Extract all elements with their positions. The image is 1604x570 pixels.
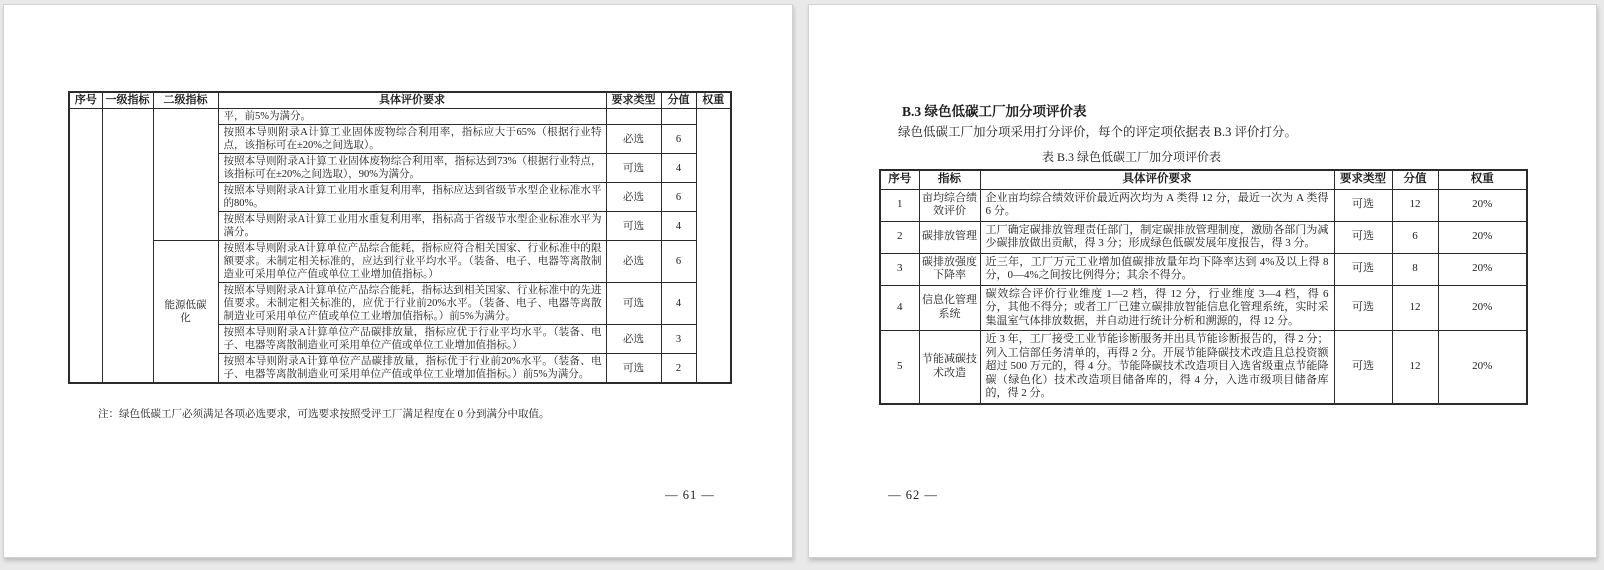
cell-type: 可选 [606, 212, 661, 241]
cell-weight: 20% [1438, 221, 1527, 253]
table-row [880, 253, 1527, 285]
cell-lvl2-empty [153, 109, 218, 241]
bonus-items-table [879, 169, 1528, 405]
cell-score: 4 [661, 283, 696, 325]
cell-type: 必选 [606, 325, 661, 354]
table-header-row [880, 170, 1527, 189]
cell-requirement: 按照本导则附录A计算工业固体废物综合利用率，指标应大于65%（根据行业特点，该指标可在±20%之间选取）。 [218, 125, 606, 154]
cell-score: 2 [661, 354, 696, 384]
cell-score: 8 [1392, 253, 1438, 285]
col-header-lvl2: 二级指标 [153, 92, 218, 109]
cell-score: 12 [1392, 189, 1438, 221]
cell-type: 必选 [606, 183, 661, 212]
table-row [880, 221, 1527, 253]
cell-type: 可选 [606, 283, 661, 325]
cell-weight: 20% [1438, 189, 1527, 221]
col-header-no: 序号 [880, 170, 919, 189]
cell-score [661, 109, 696, 125]
cell-score: 4 [661, 154, 696, 183]
col-header-type: 要求类型 [606, 92, 661, 109]
col-header-lvl1: 一级指标 [102, 92, 153, 109]
cell-score: 4 [661, 212, 696, 241]
col-header-req: 具体评价要求 [980, 170, 1334, 189]
cell-indicator: 碳排放管理 [919, 221, 980, 253]
page-number-61: — 61 — [665, 488, 715, 502]
col-header-score: 分值 [661, 92, 696, 109]
cell-weight: 20% [1438, 285, 1527, 331]
cell-score: 6 [661, 183, 696, 212]
evaluation-table-continued [68, 91, 732, 384]
cell-type: 可选 [1334, 189, 1392, 221]
cell-requirement: 近三年，工厂万元工业增加值碳排放量年均下降率达到 4%及以上得 8 分，0—4%之间按比例得分；其余不得分。 [980, 253, 1334, 285]
cell-type: 可选 [1334, 285, 1392, 331]
cell-type: 可选 [1334, 253, 1392, 285]
cell-requirement: 按照本导则附录A计算工业固体废物综合利用率，指标达到73%（根据行业特点，该指标可在±20%之间选取），90%为满分。 [218, 154, 606, 183]
cell-requirement: 按照本导则附录A计算单位产品碳排放量，指标应优于行业平均水平。（装备、电子、电器等离散制造业可采用单位产值或单位工业增加值指标。） [218, 325, 606, 354]
cell-requirement: 按照本导则附录A计算单位产品综合能耗，指标达到相关国家、行业标准中的先进值要求。未制定相关标准的，应优于行业前20%水平。（装备、电子、电器等离散制造业可采用单位产值或单位工业增加值指标。）前5%为满分。 [218, 283, 606, 325]
cell-indicator: 节能减碳技术改造 [919, 331, 980, 404]
cell-type: 可选 [1334, 331, 1392, 404]
table-header-row [69, 92, 731, 109]
cell-no: 1 [880, 189, 919, 221]
page-61 [3, 4, 793, 558]
page-62 [808, 4, 1597, 558]
cell-no: 2 [880, 221, 919, 253]
cell-lvl1-empty [102, 109, 153, 384]
cell-no: 4 [880, 285, 919, 331]
col-header-weight: 权重 [696, 92, 731, 109]
col-header-score: 分值 [1392, 170, 1438, 189]
page-number-62: — 62 — [888, 488, 938, 502]
cell-requirement: 碳效综合评价行业维度 1—2 档，得 12 分，行业维度 3—4 档，得 6 分，其他不得分；或者工厂已建立碳排放智能信息化管理系统，实时采集温室气体排放数据，并自动进行统计分析和溯源的，得 12 分。 [980, 285, 1334, 331]
cell-lvl2-energy-low-carbon: 能源低碳化 [153, 241, 218, 384]
section-heading-b3: B.3 绿色低碳工厂加分项评价表 [902, 104, 1087, 119]
cell-requirement: 工厂确定碳排放管理责任部门，制定碳排放管理制度，激励各部门为减少碳排放做出贡献，得 3 分；形成绿色低碳发展年度报告，得 3 分。 [980, 221, 1334, 253]
table-row [880, 285, 1527, 331]
cell-score: 3 [661, 325, 696, 354]
cell-no: 5 [880, 331, 919, 404]
table-row [880, 189, 1527, 221]
cell-score: 12 [1392, 331, 1438, 404]
cell-type: 可选 [606, 354, 661, 384]
col-header-type: 要求类型 [1334, 170, 1392, 189]
cell-type: 必选 [606, 241, 661, 283]
table-row [69, 109, 731, 125]
col-header-indicator: 指标 [919, 170, 980, 189]
cell-indicator: 亩均综合绩效评价 [919, 189, 980, 221]
cell-requirement: 企业亩均综合绩效评价最近两次均为 A 类得 12 分，最近一次为 A 类得 6 分。 [980, 189, 1334, 221]
col-header-req: 具体评价要求 [218, 92, 606, 109]
cell-requirement: 近 3 年，工厂接受工业节能诊断服务并出具节能诊断报告的，得 2 分；列入工信部任务清单的，再得 2 分。开展节能降碳技术改造且总投资额超过 500 万元的，得 4 分。节能降碳技术改造项目入选省级重点节能降碳（绿色化）技术改造项目储备库的，得 4 分，入选市级项目储备库的，得 2 分。 [980, 331, 1334, 404]
cell-weight: 20% [1438, 253, 1527, 285]
table-caption-b3: 表 B.3 绿色低碳工厂加分项评价表 [1041, 150, 1221, 164]
cell-seq-empty [69, 109, 102, 384]
table-note: 注：绿色低碳工厂必须满足各项必选要求，可选要求按照受评工厂满足程度在 0 分到满分中取值。 [98, 409, 550, 420]
col-header-seq: 序号 [69, 92, 102, 109]
cell-weight-empty [696, 109, 731, 384]
cell-score: 6 [661, 241, 696, 283]
cell-score: 12 [1392, 285, 1438, 331]
cell-indicator: 碳排放强度下降率 [919, 253, 980, 285]
cell-indicator: 信息化管理系统 [919, 285, 980, 331]
table-row [69, 241, 731, 283]
cell-weight: 20% [1438, 331, 1527, 404]
table-row [880, 331, 1527, 404]
cell-type: 可选 [1334, 221, 1392, 253]
cell-requirement: 按照本导则附录A计算工业用水重复利用率，指标高于省级节水型企业标准水平为满分。 [218, 212, 606, 241]
cell-requirement: 按照本导则附录A计算单位产品综合能耗，指标应符合相关国家、行业标准中的限额要求。未制定相关标准的，应达到行业平均水平。（装备、电子、电器等离散制造业可采用单位产值或单位工业增加值指标。） [218, 241, 606, 283]
cell-type [606, 109, 661, 125]
cell-requirement: 按照本导则附录A计算单位产品碳排放量，指标优于行业前20%水平。（装备、电子、电器等离散制造业可采用单位产值或单位工业增加值指标。）前5%为满分。 [218, 354, 606, 384]
col-header-weight: 权重 [1438, 170, 1527, 189]
cell-score: 6 [661, 125, 696, 154]
cell-score: 6 [1392, 221, 1438, 253]
cell-type: 可选 [606, 154, 661, 183]
cell-requirement: 平，前5%为满分。 [218, 109, 606, 125]
cell-requirement: 按照本导则附录A计算工业用水重复利用率，指标应达到省级节水型企业标准水平的80%。 [218, 183, 606, 212]
cell-type: 必选 [606, 125, 661, 154]
intro-paragraph: 绿色低碳工厂加分项采用打分评价，每个的评定项依据表 B.3 评价打分。 [898, 125, 1297, 139]
cell-no: 3 [880, 253, 919, 285]
